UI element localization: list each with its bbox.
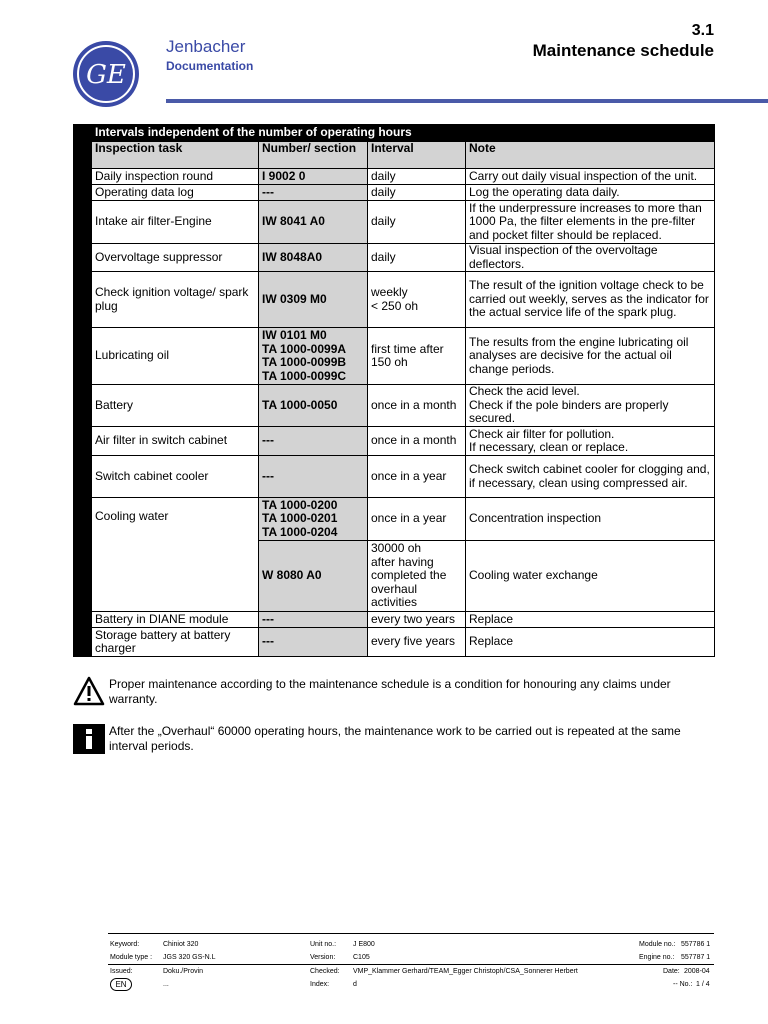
module-label: Module no.: (639, 941, 676, 948)
logo-text: GE (86, 60, 126, 90)
cell-interval: once in a year (368, 456, 466, 498)
module-type-label: Module type : (110, 954, 153, 961)
column-header: Inspection task (92, 142, 259, 169)
index-value: d (353, 981, 357, 988)
keyword-label: Keyword: (110, 941, 140, 948)
ge-logo (72, 40, 140, 108)
cell-interval: weekly < 250 oh (368, 272, 466, 328)
cell-note: If the underpressure increases to more than 1000 Pa, the filter elements in the pre-filter and pocket filter should be replaced. (466, 201, 715, 244)
cell-number: IW 0309 M0 (259, 272, 368, 328)
margin-cell (74, 427, 92, 456)
info-icon (73, 724, 105, 754)
cell-note: Log the operating data daily. (466, 185, 715, 201)
cell-interval: every five years (368, 628, 466, 657)
cell-note: Replace (466, 628, 715, 657)
page-label: -- No.: (673, 981, 693, 988)
margin-cell (74, 541, 92, 612)
cell-interval: every two years (368, 612, 466, 628)
table-row (74, 272, 715, 328)
margin-cell (74, 169, 92, 185)
margin-cell (74, 125, 92, 142)
cell-task: Storage battery at battery charger (92, 628, 259, 657)
header-divider (166, 99, 768, 103)
unit-label: Unit no.: (310, 941, 337, 948)
cell-note: The result of the ignition voltage check to be carried out weekly, serves as the indicator for the actual service life of the spark plug. (466, 272, 715, 328)
cell-interval: once in a month (368, 385, 466, 427)
module-value: 557786 1 (681, 941, 711, 948)
date-value: 2008-04 (684, 968, 710, 975)
cell-task: Cooling water (92, 498, 259, 612)
margin-cell (74, 244, 92, 272)
cell-note: Check air filter for pollution. If necessary, clean or replace. (466, 427, 715, 456)
cell-task: Battery (92, 385, 259, 427)
version-label: Version: (310, 954, 336, 961)
cell-note: Check switch cabinet cooler for clogging and, if necessary, clean using compressed air. (466, 456, 715, 498)
unit-value: J E800 (353, 941, 375, 948)
cell-number: TA 1000-0200 TA 1000-0201 TA 1000-0204 (259, 498, 368, 541)
cell-note: Check the acid level. Check if the pole binders are properly secured. (466, 385, 715, 427)
cell-number: TA 1000-0050 (259, 385, 368, 427)
margin-cell (74, 628, 92, 657)
language-badge: EN (110, 978, 132, 991)
cell-number: W 8080 A0 (259, 541, 368, 612)
cell-note: Carry out daily visual inspection of the unit. (466, 169, 715, 185)
margin-cell (74, 498, 92, 541)
cell-task: Intake air filter-Engine (92, 201, 259, 244)
cell-task: Overvoltage suppressor (92, 244, 259, 272)
margin-cell (74, 612, 92, 628)
margin-cell (74, 201, 92, 244)
cell-note: Concentration inspection (466, 498, 715, 541)
margin-cell (74, 385, 92, 427)
cell-task: Check ignition voltage/ spark plug (92, 272, 259, 328)
cell-number: --- (259, 427, 368, 456)
warning-icon (73, 676, 105, 706)
module-type-value: JGS 320 GS-N.L (163, 954, 216, 961)
cell-task: Switch cabinet cooler (92, 456, 259, 498)
table-row (74, 612, 715, 628)
footer-top-rule (108, 933, 714, 934)
warning-note: Proper maintenance according to the maintenance schedule is a condition for honouring any claims under warranty. (109, 677, 671, 706)
engine-value: 557787 1 (681, 954, 711, 961)
checked-label: Checked: (310, 968, 340, 975)
table-row (74, 201, 715, 244)
brand-name: Jenbacher (166, 37, 246, 56)
maintenance-table (73, 124, 715, 657)
section-number: 3.1 (691, 22, 714, 39)
version-value: C105 (353, 954, 370, 961)
cell-interval: daily (368, 185, 466, 201)
cell-task: Battery in DIANE module (92, 612, 259, 628)
issued-label: Issued: (110, 968, 133, 975)
cell-number: I 9002 0 (259, 169, 368, 185)
table-row (74, 328, 715, 385)
page-value: 1 / 4 (696, 981, 710, 988)
checked-value: VMP_Klammer Gerhard/TEAM_Egger Christoph/CSA_Sonnerer Herbert (353, 968, 578, 975)
brand-subtitle: Documentation (166, 59, 254, 73)
margin-cell (74, 142, 92, 169)
table-row (74, 185, 715, 201)
cell-interval: once in a month (368, 427, 466, 456)
cell-number: IW 0101 M0 TA 1000-0099A TA 1000-0099B TA 1000-0099C (259, 328, 368, 385)
table-row (74, 456, 715, 498)
keyword-value: Chiniot 320 (163, 941, 199, 948)
cell-note: Cooling water exchange (466, 541, 715, 612)
margin-cell (74, 328, 92, 385)
table-title: Intervals independent of the number of operating hours (92, 125, 715, 142)
cell-number: IW 8041 A0 (259, 201, 368, 244)
column-header: Note (466, 142, 715, 169)
margin-cell (74, 456, 92, 498)
table-row (74, 427, 715, 456)
issued-value: Doku./Provin (163, 968, 204, 975)
date-label: Date: (663, 968, 680, 975)
cell-note: Replace (466, 612, 715, 628)
index-label: Index: (310, 981, 330, 988)
cell-task: Air filter in switch cabinet (92, 427, 259, 456)
cell-number: --- (259, 456, 368, 498)
cell-number: IW 8048A0 (259, 244, 368, 272)
info-note: After the „Overhaul“ 60000 operating hours, the maintenance work to be carried out is repeated at the same interval periods. (109, 724, 681, 753)
cell-number: --- (259, 612, 368, 628)
table-row (74, 498, 715, 541)
cell-interval: 30000 oh after having completed the overhaul activities (368, 541, 466, 612)
column-header: Number/ section (259, 142, 368, 169)
table-header-row (74, 142, 715, 169)
footer-mid-rule (108, 964, 714, 965)
cell-task: Lubricating oil (92, 328, 259, 385)
table-row (74, 628, 715, 657)
cell-interval: daily (368, 169, 466, 185)
cell-number: --- (259, 185, 368, 201)
table-row (74, 169, 715, 185)
cell-note: Visual inspection of the overvoltage deflectors. (466, 244, 715, 272)
cell-interval: first time after 150 oh (368, 328, 466, 385)
cell-note: The results from the engine lubricating oil analyses are decisive for the actual oil change periods. (466, 328, 715, 385)
margin-cell (74, 272, 92, 328)
cell-interval: once in a year (368, 498, 466, 541)
cell-interval: daily (368, 201, 466, 244)
engine-label: Engine no.: (639, 954, 675, 961)
cell-number: --- (259, 628, 368, 657)
cell-interval: daily (368, 244, 466, 272)
table-title-row (74, 125, 715, 142)
table-row (74, 385, 715, 427)
lang-sub: ... (163, 981, 169, 988)
margin-cell (74, 185, 92, 201)
section-title: Maintenance schedule (532, 41, 714, 60)
table-row (74, 244, 715, 272)
cell-task: Operating data log (92, 185, 259, 201)
cell-task: Daily inspection round (92, 169, 259, 185)
column-header: Interval (368, 142, 466, 169)
